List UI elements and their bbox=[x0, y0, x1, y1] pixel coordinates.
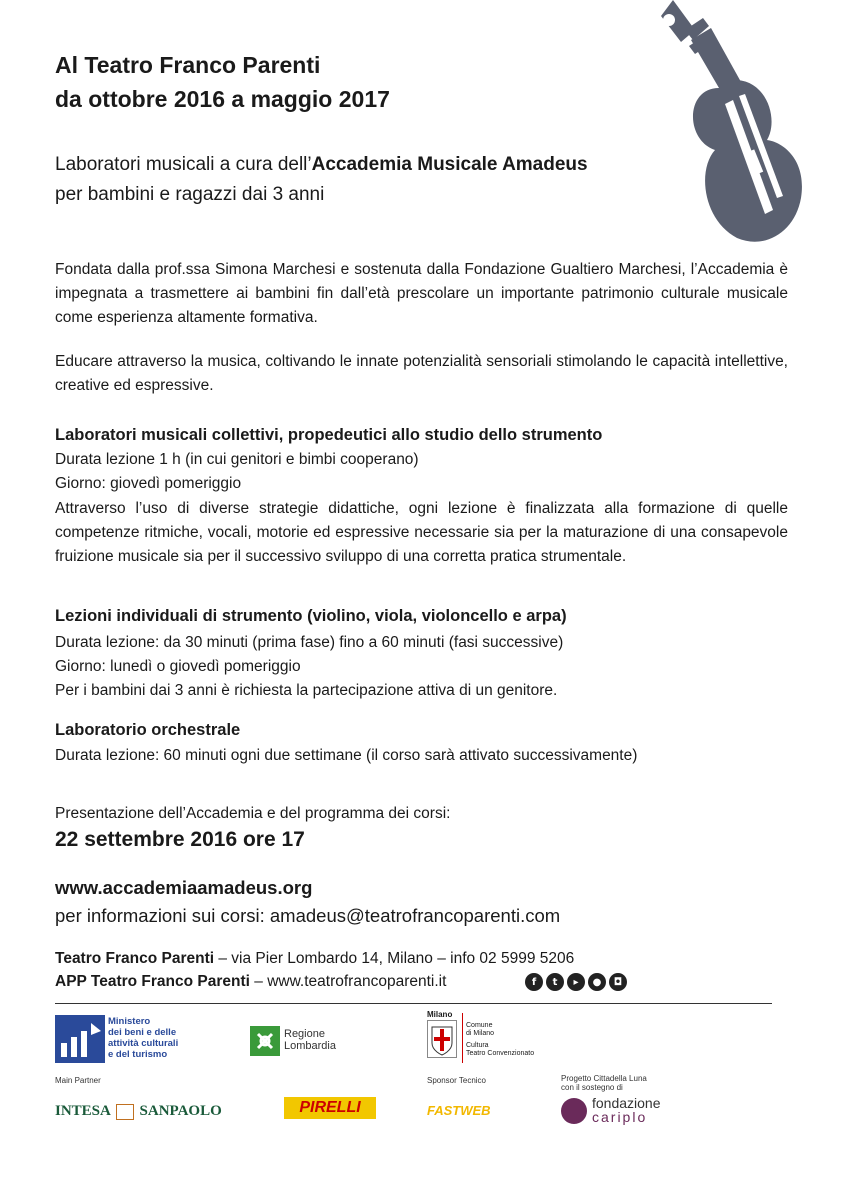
regione-line: Lombardia bbox=[284, 1040, 336, 1052]
comune-divider bbox=[462, 1013, 463, 1063]
info-label: per informazioni sui corsi: bbox=[55, 905, 270, 926]
ministero-line: dei beni e delle bbox=[108, 1027, 177, 1038]
progetto-line: Progetto Cittadella Luna bbox=[561, 1074, 647, 1083]
violin-icon bbox=[655, 0, 805, 255]
camera-icon[interactable]: ◘ bbox=[609, 973, 627, 991]
ministero-line: attività culturali bbox=[108, 1038, 179, 1049]
section-line: Giorno: lunedì o giovedì pomeriggio bbox=[55, 658, 301, 675]
twitter-icon[interactable]: t bbox=[546, 973, 564, 991]
presentation-date: 22 settembre 2016 ore 17 bbox=[55, 828, 305, 851]
academy-name: Accademia Musicale Amadeus bbox=[311, 154, 588, 175]
social-icons bbox=[525, 973, 627, 991]
info-line bbox=[55, 902, 560, 930]
sponsor-label: Sponsor Tecnico bbox=[427, 1076, 486, 1085]
section-title-orchestra: Laboratorio orchestrale bbox=[55, 721, 241, 739]
theatre-website[interactable]: – www.teatrofrancoparenti.it bbox=[249, 973, 447, 990]
section-text bbox=[55, 497, 788, 569]
cariplo-text bbox=[592, 1096, 661, 1124]
section-description: Attraverso l’uso di diverse strategie didattiche, ogni lezione è finalizzata alla formazione di quelle competenze ritmiche, vocali, motorie ed espressive necessarie sia per la maturazione di una consapevole fruizione musicale sia per il successivo sviluppo di una corretta pratica strumentale. bbox=[55, 500, 788, 565]
theatre-address: – via Pier Lombardo 14, Milano – info 02 5999 5206 bbox=[214, 950, 575, 967]
intro-paragraph-2 bbox=[55, 350, 788, 398]
website-link[interactable] bbox=[55, 874, 312, 902]
comune-crest-icon bbox=[427, 1020, 457, 1058]
section-line: Giorno: giovedì pomeriggio bbox=[55, 475, 242, 492]
comune-line: Teatro Convenzionato bbox=[466, 1050, 535, 1057]
title-line-2: da ottobre 2016 a maggio 2017 bbox=[55, 86, 390, 112]
title-line-1: Al Teatro Franco Parenti bbox=[55, 52, 321, 78]
cariplo-logo-icon bbox=[561, 1098, 587, 1124]
progetto-label bbox=[561, 1074, 647, 1092]
section-line: Per i bambini dai 3 anni è richiesta la partecipazione attiva di un genitore. bbox=[55, 682, 558, 699]
comune-line: Comune bbox=[466, 1022, 493, 1029]
subtitle-line-2: per bambini e ragazzi dai 3 anni bbox=[55, 184, 325, 205]
ministero-line: Ministero bbox=[108, 1016, 151, 1027]
regione-logo-icon bbox=[250, 1026, 280, 1056]
regione-line: Regione bbox=[284, 1028, 325, 1040]
section-line: Durata lezione 1 h (in cui genitori e bimbi cooperano) bbox=[55, 451, 419, 468]
theatre-name: Teatro Franco Parenti bbox=[55, 950, 215, 967]
youtube-icon[interactable]: ▸ bbox=[567, 973, 585, 991]
pirelli-logo: PIRELLI bbox=[284, 1097, 376, 1119]
presentation-label: Presentazione dell’Accademia e del programma dei corsi: bbox=[55, 805, 451, 822]
progetto-line: con il sostegno di bbox=[561, 1083, 623, 1092]
section-title-individual: Lezioni individuali di strumento (violino, viola, violoncello e arpa) bbox=[55, 607, 567, 625]
intesa-text: INTESA bbox=[55, 1103, 111, 1119]
section-title-collective: Laboratori musicali collettivi, propedeutici allo studio dello strumento bbox=[55, 426, 603, 444]
ministero-line: e del turismo bbox=[108, 1049, 168, 1060]
intro-text-1: Fondata dalla prof.ssa Simona Marchesi e sostenuta dalla Fondazione Gualtiero Marchesi, l’Accademia è impegnata a trasmettere ai bambini fin dall’età prescolare un importante patrimonio culturale musicale come esperienza altamente formativa. bbox=[55, 261, 788, 326]
cariplo-line-2: cariplo bbox=[592, 1109, 648, 1125]
intesa-bridge-icon bbox=[116, 1104, 134, 1120]
intro-text-2: Educare attraverso la musica, coltivando le innate potenzialità sensoriali stimolando le capacità intellettive, creative ed espressive. bbox=[55, 353, 788, 394]
sanpaolo-text: SANPAOLO bbox=[139, 1103, 222, 1119]
contact-line-1 bbox=[55, 948, 574, 970]
footer-divider bbox=[55, 1003, 772, 1004]
ministero-logo-icon bbox=[55, 1015, 105, 1063]
main-partner-label: Main Partner bbox=[55, 1076, 101, 1085]
intesa-logo bbox=[55, 1103, 222, 1120]
website-url[interactable]: www.accademiaamadeus.org bbox=[55, 877, 313, 898]
subtitle-line-1 bbox=[55, 151, 588, 179]
section-line: Durata lezione: da 30 minuti (prima fase) fino a 60 minuti (fasi successive) bbox=[55, 634, 564, 651]
intro-paragraph-1 bbox=[55, 258, 788, 330]
fastweb-logo: FASTWEB bbox=[427, 1103, 491, 1118]
comune-line: di Milano bbox=[466, 1030, 495, 1037]
comune-line: Cultura bbox=[466, 1042, 489, 1049]
milano-label: Milano bbox=[427, 1010, 453, 1019]
facebook-icon[interactable]: f bbox=[525, 973, 543, 991]
ministero-text bbox=[108, 1016, 178, 1060]
app-name: APP Teatro Franco Parenti bbox=[55, 973, 250, 990]
section-line: Durata lezione: 60 minuti ogni due settimane (il corso sarà attivato successivamente) bbox=[55, 747, 638, 764]
regione-text bbox=[284, 1028, 336, 1052]
subtitle-prefix: Laboratori musicali a cura dell’ bbox=[55, 154, 312, 175]
comune-text bbox=[466, 1022, 534, 1058]
instagram-icon[interactable]: ● bbox=[588, 973, 606, 991]
cariplo-line-1: fondazione bbox=[592, 1095, 661, 1111]
contact-line-2 bbox=[55, 971, 446, 993]
email-link[interactable]: amadeus@teatrofrancoparenti.com bbox=[269, 905, 561, 926]
